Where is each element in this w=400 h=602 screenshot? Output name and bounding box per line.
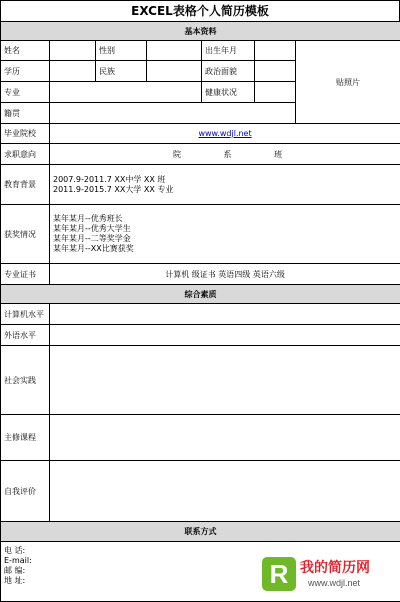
intent-value-2: 系 [224, 150, 232, 159]
computer-label: 计算机水平 [1, 304, 50, 325]
political-label: 政治面貌 [202, 61, 255, 82]
intent-label: 求职意向 [1, 144, 50, 165]
section-header-overall: 综合素质 [1, 285, 400, 304]
hometown-cell[interactable] [50, 103, 296, 124]
language-cell[interactable] [50, 325, 400, 346]
health-label: 健康状况 [202, 82, 255, 103]
ethnicity-label: 民族 [96, 61, 147, 82]
intent-cell[interactable] [50, 144, 400, 165]
education-cell[interactable] [50, 61, 96, 82]
edu-bg-line-1: 2007.9-2011.7 XX中学 XX 班 [53, 175, 397, 185]
award-line-2: 某年某月--优秀大学生 [53, 224, 397, 234]
intent-value-3: 班 [274, 150, 282, 159]
self-eval-cell[interactable] [50, 461, 400, 522]
photo-cell[interactable]: 贴照片 [296, 41, 400, 124]
practice-label: 社会实践 [1, 346, 50, 415]
political-cell[interactable] [255, 61, 296, 82]
intent-value-1: 院 [173, 150, 181, 159]
site-watermark [262, 555, 396, 595]
school-link[interactable]: www.wdjl.net [198, 129, 251, 138]
page-title: EXCEL表格个人简历模板 [0, 0, 400, 22]
contact-zip: 邮 编: [4, 566, 397, 576]
award-line-4: 某年某月--XX比赛获奖 [53, 244, 397, 254]
cert-cell[interactable]: 计算机 级证书 英语四级 英语六级 [50, 264, 400, 285]
major-label: 专业 [1, 82, 50, 103]
school-cell[interactable] [50, 124, 400, 144]
education-label: 学历 [1, 61, 50, 82]
award-line-1: 某年某月--优秀班长 [53, 214, 397, 224]
major-cell[interactable] [50, 82, 202, 103]
section-header-basic: 基本资料 [1, 22, 400, 41]
section-header-contact: 联系方式 [1, 522, 400, 542]
ethnicity-cell[interactable] [147, 61, 202, 82]
self-eval-label: 自我评价 [1, 461, 50, 522]
birth-label: 出生年月 [202, 41, 255, 61]
watermark-site-name: 我的简历网 [300, 557, 370, 577]
courses-cell[interactable] [50, 415, 400, 461]
edu-bg-line-2: 2011.9-2015.7 XX大学 XX 专业 [53, 185, 397, 195]
name-label: 姓名 [1, 41, 50, 61]
health-cell[interactable] [255, 82, 296, 103]
gender-label: 性别 [96, 41, 147, 61]
cert-label: 专业证书 [1, 264, 50, 285]
language-label: 外语水平 [1, 325, 50, 346]
gender-cell[interactable] [147, 41, 202, 61]
computer-cell[interactable] [50, 304, 400, 325]
awards-cell[interactable] [50, 205, 400, 264]
birth-cell[interactable] [255, 41, 296, 61]
school-label: 毕业院校 [1, 124, 50, 144]
awards-label: 获奖情况 [1, 205, 50, 264]
contact-email: E-mail: [4, 556, 397, 566]
watermark-url: www.wdjl.net [308, 578, 360, 588]
watermark-logo-icon: R [262, 557, 296, 591]
practice-cell[interactable] [50, 346, 400, 415]
hometown-label: 籍贯 [1, 103, 50, 124]
name-cell[interactable] [50, 41, 96, 61]
edu-bg-cell[interactable] [50, 165, 400, 205]
edu-bg-label: 教育背景 [1, 165, 50, 205]
resume-table [0, 21, 400, 602]
contact-phone: 电 话: [4, 546, 397, 556]
contact-address: 地 址: [4, 576, 397, 586]
courses-label: 主修课程 [1, 415, 50, 461]
award-line-3: 某年某月--二等奖学金 [53, 234, 397, 244]
